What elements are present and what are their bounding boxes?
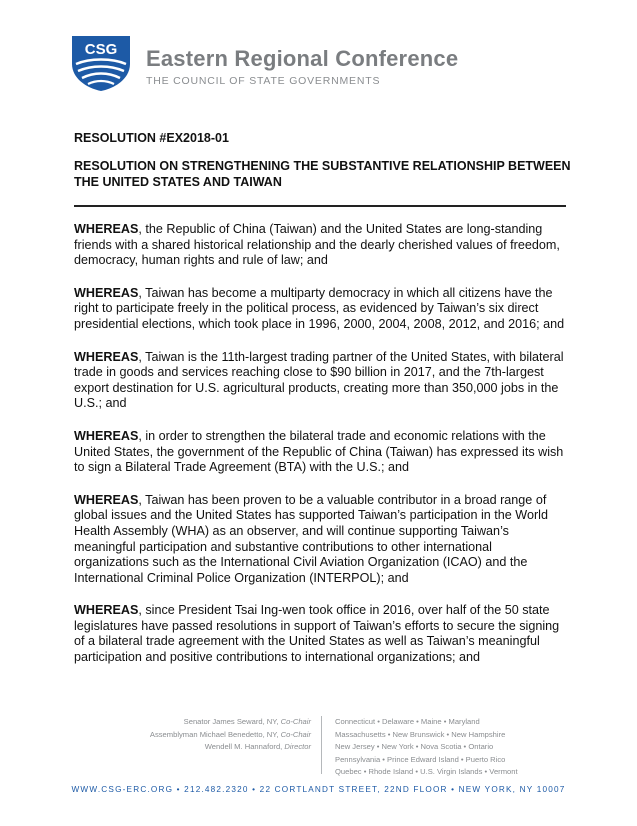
footer-divider [321,716,322,774]
whereas-clause [74,493,570,587]
resolution-body [74,222,570,683]
resolution-title: RESOLUTION ON STRENGTHENING THE SUBSTANTIVE RELATIONSHIP BETWEEN THE UNITED STATES AND TAIWAN [74,159,571,189]
officer-name: Wendell M. Hannaford, [204,742,285,751]
clause-keyword: WHEREAS [74,285,139,300]
clause-text: , Taiwan has become a multiparty democracy in which all citizens have the right to participate freely in the political process, as evidenced by Taiwan’s six direct presidential elections, which took place in 1996, 2000, 2004, 2008, 2012, and 2016; and [74,285,565,331]
member-states-line: Pennsylvania • Prince Edward Island • Puerto Rico [335,754,506,764]
clause-text: , since President Tsai Ing-wen took office in 2016, over half of the 50 state legislatures have passed resolutions in support of Taiwan’s efforts to secure the signing of a bilateral trade agreement with the United States as well as Taiwan’s meaningful participation and positive contributions to international organizations; and [74,603,560,665]
officer-name: Senator James Seward, NY, [183,717,281,726]
organization-title: Eastern Regional Conference [146,46,459,71]
officer-line [150,729,311,742]
officer-name: Assemblyman Michael Benedetto, NY, [149,729,281,739]
member-states-line: New Jersey • New York • Nova Scotia • Ontario [335,742,494,751]
organization-name-block [146,46,458,87]
title-divider [74,205,566,207]
officer-line [150,741,311,754]
clause-keyword: WHEREAS [74,603,139,618]
officer-line [150,716,311,729]
member-states-line: Massachusetts • New Brunswick • New Hampshire [335,729,506,739]
resolution-number: RESOLUTION #EX2018-01 [74,131,229,145]
clause-keyword: WHEREAS [74,492,139,507]
clause-keyword: WHEREAS [74,428,139,443]
csg-logo [70,34,132,92]
whereas-clause [74,222,570,269]
clause-keyword: WHEREAS [74,349,139,364]
whereas-clause [74,350,570,412]
logo-text: CSG [84,41,118,58]
footer [0,716,637,778]
clause-text: , the Republic of China (Taiwan) and the United States are long-standing friends with a shared historical relationship and the dearly cherished values of freedom, democracy, human rights and rule of law; and [74,222,560,268]
organization-subtitle: THE COUNCIL OF STATE GOVERNMENTS [146,75,381,87]
member-states-list [335,716,518,779]
clause-text: , Taiwan has been proven to be a valuable contributor in a broad range of global issues and the United States has supported Taiwan’s participation in the World Health Assembly (WHA) as an observer, and will continue supporting Taiwan’s meaningful participation and substantive contributions to other international organizations such as the International Civil Aviation Organization (ICAO) and the International Criminal Police Organization (INTERPOL); and [74,492,548,585]
officer-role: Co-Chair [280,717,311,726]
whereas-clause [74,603,570,665]
officer-role: Co-Chair [280,729,311,739]
clause-text: , Taiwan is the 11th-largest trading partner of the United States, with bilateral trade in goods and services reaching close to $90 billion in 2017, and the 7th-largest export destination for U.S. agricultural products, creating more than 350,000 jobs in the U.S.; and [74,349,564,411]
whereas-clause [74,429,570,476]
officers-list [150,716,311,754]
clause-text: , in order to strengthen the bilateral trade and economic relations with the United States, the government of the Republic of China (Taiwan) has expressed its wish to sign a Bilateral Trade Agreement (BTA) with the U.S.; and [74,428,564,475]
member-states-line: Quebec • Rhode Island • U.S. Virgin Islands • Vermont [335,767,518,776]
contact-line: WWW.CSG-ERC.ORG • 212.482.2320 • 22 CORTLANDT STREET, 22ND FLOOR • NEW YORK, NY 10007 [71,785,566,794]
whereas-clause [74,286,570,333]
clause-keyword: WHEREAS [74,222,139,236]
member-states-line: Connecticut • Delaware • Maine • Maryland [335,717,480,726]
officer-role: Director [284,742,311,751]
